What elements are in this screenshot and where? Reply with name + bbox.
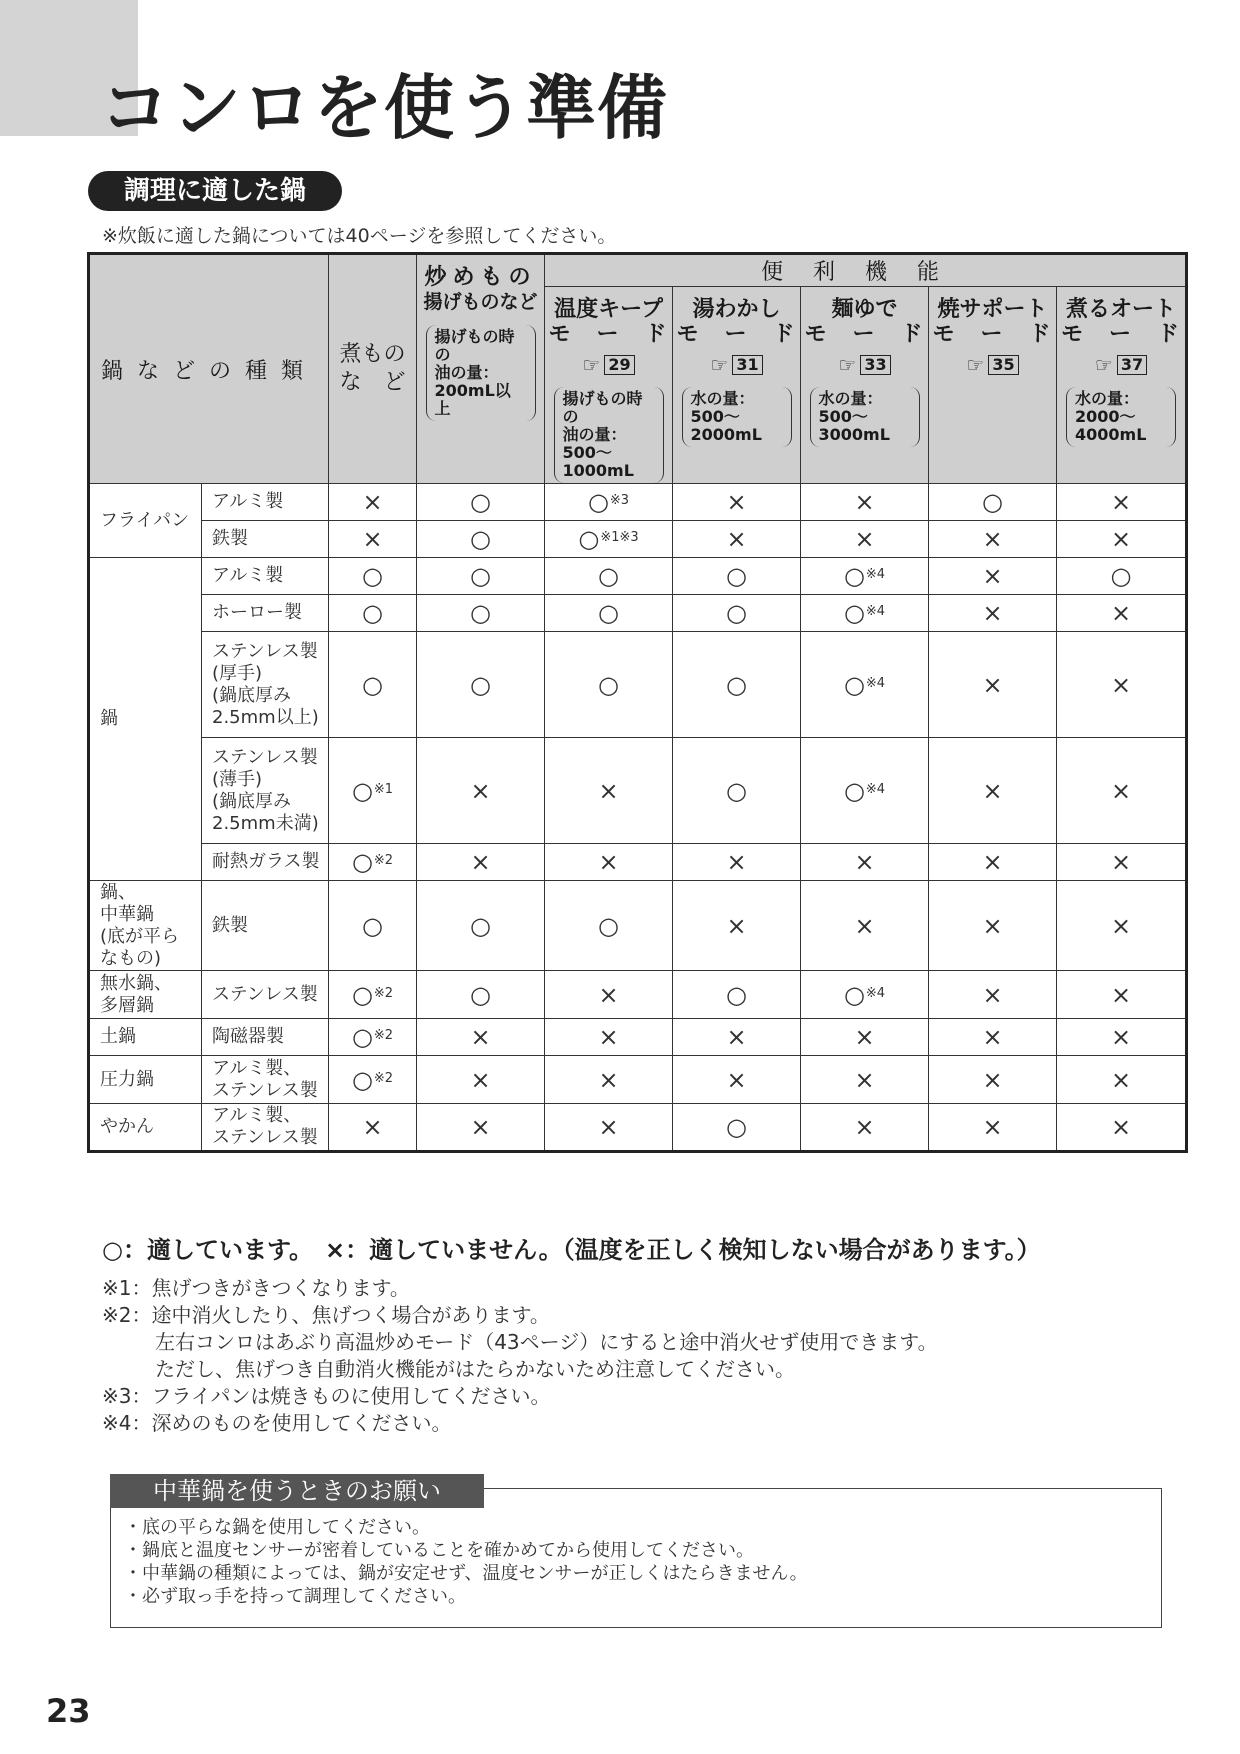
suitability-mark: ○ [362,670,383,699]
pot-compatibility-table [87,252,1185,1153]
suitability-mark: × [1110,911,1132,940]
pot-category: やかん [89,1104,202,1152]
suitability-cell [673,1019,801,1056]
suitability-cell [801,1056,929,1104]
suitability-cell [929,881,1057,971]
suitability-mark: × [470,1023,491,1051]
pot-category: 無水鍋、 多層鍋 [89,971,202,1019]
suitability-mark: × [1110,1065,1132,1094]
mode-title: 温度キープ [554,297,663,322]
suitability-cell [673,595,801,632]
pointing-hand-icon: ☞ [838,353,857,377]
suitability-cell [329,521,417,558]
header-benri: 便利機能 [545,254,1187,287]
table-row [89,1104,1187,1152]
suitability-mark: × [598,1065,619,1094]
suitability-mark: × [854,1113,875,1141]
suitability-mark: × [982,1065,1003,1094]
suitability-mark: × [982,911,1003,940]
suitability-cell [1057,738,1187,844]
suitability-cell [417,738,545,844]
suitability-cell [329,971,417,1019]
suitability-mark: × [982,1113,1003,1141]
mode-sub: モ ー ド [932,322,1053,347]
table-row [89,844,1187,881]
mode-ref[interactable] [673,353,800,377]
suitability-mark: ○ [843,776,865,805]
suitability-mark: ○ [470,911,491,940]
suitability-cell [329,1104,417,1152]
suitability-cell [929,595,1057,632]
suitability-cell [673,881,801,971]
suitability-mark: ○ [843,562,865,590]
mode-ref-page: 29 [604,355,634,375]
mode-ref[interactable] [929,353,1056,377]
suitability-cell [929,521,1057,558]
pot-material: ステンレス製 (薄手) (鍋底厚み 2.5mm未満) [202,738,329,844]
suitability-mark: × [726,848,747,876]
suitability-mark: ○ [470,488,491,516]
pointing-hand-icon: ☞ [1094,353,1113,377]
suitability-mark: ○ [351,1023,373,1051]
footnote-ref: ※4 [865,781,886,797]
mode-ref[interactable] [1057,353,1185,377]
suitability-cell [801,738,929,844]
request-items [124,1516,808,1608]
suitability-cell [1057,484,1187,521]
suitability-cell [1057,971,1187,1019]
suitability-cell [545,558,673,595]
suitability-cell [417,521,545,558]
suitability-cell [673,632,801,738]
pointing-hand-icon: ☞ [966,353,985,377]
suitability-mark: ○ [726,670,747,699]
suitability-cell [1057,1104,1187,1152]
suitability-mark: × [1110,1113,1132,1141]
footnote-ref: ※2 [373,1028,394,1043]
page-number: 23 [46,1692,91,1730]
suitability-cell [673,521,801,558]
mode-ref-page: 31 [732,355,762,375]
table-row [89,1056,1187,1104]
suitability-mark: × [1110,599,1132,627]
suitability-mark: ○ [843,670,865,699]
suitability-mark: × [982,980,1003,1009]
suitability-mark: × [470,1113,491,1141]
suitability-mark: ○ [726,599,747,627]
pointing-hand-icon: ☞ [582,353,601,377]
suitability-cell [545,521,673,558]
footnote-ref: ※2 [373,1070,394,1086]
suitability-cell [329,632,417,738]
table-row [89,738,1187,844]
suitability-cell [329,1056,417,1104]
mode-sub: モ ー ド [548,322,669,347]
suitability-mark: × [1110,848,1132,876]
header-nimono: 煮もの な ど [329,254,417,484]
suitability-mark: ○ [726,562,747,590]
suitability-mark: ○ [470,599,491,627]
suitability-mark: ○ [726,980,747,1009]
suitability-cell [417,632,545,738]
suitability-cell [1057,595,1187,632]
pot-material: 鉄製 [202,881,329,971]
footnote-2-line-2: 左右コンロはあぶり高温炒めモード（43ページ）にすると途中消火せず使用できます。 [155,1330,938,1354]
suitability-mark: ○ [843,599,865,627]
pot-category: フライパン [89,484,202,558]
mode-ref[interactable] [545,353,672,377]
footnote-ref: ※3 [609,493,630,508]
suitability-cell [417,558,545,595]
suitability-mark: × [598,1113,619,1141]
suitability-mark: ○ [726,1113,747,1141]
suitability-mark: × [1110,776,1132,805]
mode-title: 焼サポート [937,297,1048,322]
pot-material: ホーロー製 [202,595,329,632]
suitability-mark: ○ [470,525,491,553]
rice-note: ※炊飯に適した鍋については40ページを参照してください。 [102,225,617,247]
suitability-cell [801,971,929,1019]
legend: ○：適しています。 ×：適していません。（温度を正しく検知しない場合があります。） [102,1236,1041,1264]
suitability-cell [545,738,673,844]
suitability-mark: ○ [470,980,491,1009]
mode-ref[interactable] [801,353,928,377]
mode-ref-page: 35 [988,355,1018,375]
table-row [89,632,1187,738]
suitability-mark: ○ [598,562,619,590]
pot-material: ステンレス製 [202,971,329,1019]
footnote-ref: ※4 [865,985,886,1001]
pot-material: 陶磁器製 [202,1019,329,1056]
suitability-mark: × [470,848,491,876]
suitability-mark: × [982,776,1003,805]
suitability-cell [929,484,1057,521]
suitability-cell [1057,844,1187,881]
suitability-cell [801,558,929,595]
footnote-ref: ※1※3 [600,530,639,545]
suitability-cell [545,1019,673,1056]
suitability-mark: ○ [598,670,619,699]
suitability-cell [417,595,545,632]
header-mode-1 [673,287,801,484]
pot-material: アルミ製、 ステンレス製 [202,1104,329,1152]
table-row [89,881,1187,971]
mode-sub: モ ー ド [676,322,797,347]
mode-note: 揚げもの時の 油の量： 500～ 1000mL [554,387,664,483]
suitability-mark: × [854,525,875,553]
header-itamemono-title: 炒めもの [424,265,537,290]
pot-category: 鍋、 中華鍋 (底が平ら なもの) [89,881,202,971]
mode-title: 湯わかし [692,297,781,322]
header-pot-type: 鍋などの種類 [89,254,329,484]
table-row [89,484,1187,521]
suitability-cell [801,484,929,521]
suitability-cell [417,1019,545,1056]
suitability-cell [1057,632,1187,738]
suitability-cell [417,844,545,881]
suitability-mark: ○ [351,776,373,805]
suitability-cell [417,881,545,971]
request-item: ・中華鍋の種類によっては、鍋が安定せず、温度センサーが正しくはたらきません。 [124,1563,808,1584]
pot-category: 土鍋 [89,1019,202,1056]
pot-material: アルミ製、 ステンレス製 [202,1056,329,1104]
mode-ref-page: 33 [860,355,890,375]
footnote-ref: ※4 [865,567,886,582]
suitability-mark: × [362,488,383,516]
footnote-ref: ※4 [865,604,886,619]
suitability-cell [673,844,801,881]
suitability-cell [1057,521,1187,558]
suitability-cell [673,738,801,844]
suitability-mark: × [726,525,747,553]
pot-category: 圧力鍋 [89,1056,202,1104]
suitability-mark: × [854,488,875,516]
suitability-mark: ○ [1110,562,1132,590]
request-title: 中華鍋を使うときのお願い [110,1474,484,1508]
suitability-mark: × [1110,980,1132,1009]
header-itamemono-sub: 揚げものなど [423,291,538,313]
footnote-3: ※3：フライパンは焼きものに使用してください。 [102,1384,551,1408]
suitability-cell [929,844,1057,881]
suitability-mark: ○ [362,911,383,940]
suitability-cell [329,484,417,521]
table-row [89,1019,1187,1056]
suitability-cell [673,484,801,521]
suitability-mark: × [470,776,491,805]
suitability-mark: × [598,1023,619,1051]
suitability-mark: × [1110,488,1132,516]
suitability-mark: ○ [362,562,383,590]
mode-title: 麺ゆで [831,297,898,322]
pot-material: アルミ製 [202,484,329,521]
suitability-mark: × [598,848,619,876]
suitability-cell [545,484,673,521]
suitability-mark: ○ [470,562,491,590]
header-mode-2 [801,287,929,484]
suitability-cell [329,881,417,971]
suitability-mark: ○ [351,1065,373,1094]
suitability-cell [545,632,673,738]
suitability-mark: ○ [351,980,373,1009]
pot-material: アルミ製 [202,558,329,595]
suitability-mark: × [854,911,875,940]
section-title: 調理に適した鍋 [88,171,342,211]
suitability-cell [801,595,929,632]
suitability-cell [545,595,673,632]
suitability-cell [417,1056,545,1104]
footnote-ref: ※2 [373,985,394,1001]
suitability-cell [801,632,929,738]
suitability-cell [417,1104,545,1152]
footnote-ref: ※1 [373,781,394,797]
suitability-mark: × [362,525,383,553]
suitability-mark: ○ [843,980,865,1009]
mode-ref-page: 37 [1117,355,1147,375]
footnote-4: ※4：深めのものを使用してください。 [102,1411,452,1435]
pot-category: 鍋 [89,558,202,881]
suitability-mark: × [1110,525,1132,553]
footnote-ref: ※4 [865,675,886,691]
suitability-mark: × [854,1023,875,1051]
suitability-cell [929,1104,1057,1152]
mode-sub: モ ー ド [1061,322,1182,347]
suitability-cell [329,738,417,844]
suitability-cell [673,558,801,595]
suitability-cell [417,484,545,521]
footnote-2: ※2：途中消火したり、焦げつく場合があります。 [102,1303,550,1327]
suitability-cell [929,632,1057,738]
suitability-cell [1057,1056,1187,1104]
suitability-cell [545,844,673,881]
mode-note: 水の量： 500～ 2000mL [682,387,792,447]
header-itamemono [417,254,545,484]
suitability-cell [929,1056,1057,1104]
suitability-mark: × [726,488,747,516]
suitability-mark: × [598,776,619,805]
suitability-mark: × [982,670,1003,699]
suitability-mark: ○ [598,911,619,940]
header-mode-0 [545,287,673,484]
table-row [89,558,1187,595]
suitability-mark: ○ [587,488,609,516]
suitability-cell [801,1104,929,1152]
suitability-cell [1057,558,1187,595]
suitability-cell [545,1104,673,1152]
suitability-cell [417,971,545,1019]
mode-note: 水の量： 2000～ 4000mL [1066,387,1176,447]
table-row [89,595,1187,632]
suitability-mark: × [982,848,1003,876]
suitability-mark: × [1110,670,1132,699]
request-item: ・鍋底と温度センサーが密着していることを確かめてから使用してください。 [124,1540,754,1561]
suitability-mark: ○ [726,776,747,805]
suitability-cell [673,1056,801,1104]
suitability-mark: × [470,1065,491,1094]
suitability-mark: × [854,1065,875,1094]
suitability-cell [801,844,929,881]
suitability-cell [545,971,673,1019]
suitability-cell [673,1104,801,1152]
mode-sub: モ ー ド [804,322,925,347]
suitability-cell [801,1019,929,1056]
suitability-mark: ○ [351,848,373,876]
suitability-cell [1057,881,1187,971]
pot-material: 鉄製 [202,521,329,558]
suitability-cell [929,558,1057,595]
pot-material: ステンレス製 (厚手) (鍋底厚み 2.5mm以上) [202,632,329,738]
suitability-cell [929,971,1057,1019]
mode-note: 水の量： 500～ 3000mL [810,387,920,447]
mode-title: 煮るオート [1066,297,1177,322]
footnote-2-line-3: ただし、焦げつき自動消火機能がはたらかないため注意してください。 [155,1357,795,1381]
request-item: ・底の平らな鍋を使用してください。 [124,1517,430,1538]
suitability-mark: × [982,599,1003,627]
page-title: コンロを使う準備 [100,67,668,149]
suitability-cell [329,844,417,881]
suitability-cell [329,595,417,632]
suitability-mark: × [1110,1023,1132,1051]
suitability-cell [929,738,1057,844]
suitability-mark: × [982,525,1003,553]
suitability-cell [673,971,801,1019]
suitability-mark: ○ [578,525,600,553]
table-row [89,971,1187,1019]
suitability-mark: ○ [598,599,619,627]
suitability-mark: × [982,1023,1003,1051]
suitability-mark: × [726,1023,747,1051]
suitability-mark: × [362,1113,383,1141]
suitability-cell [801,521,929,558]
suitability-cell [1057,1019,1187,1056]
suitability-mark: ○ [982,488,1003,516]
suitability-cell [929,1019,1057,1056]
suitability-mark: × [982,562,1003,590]
header-itamemono-note: 揚げもの時の 油の量： 200mL以上 [426,325,536,421]
table-row [89,521,1187,558]
footnote-1: ※1：焦げつきがきつくなります。 [102,1276,410,1300]
suitability-mark: × [854,848,875,876]
header-mode-4 [1057,287,1187,484]
suitability-cell [545,1056,673,1104]
suitability-cell [801,881,929,971]
suitability-mark: × [726,1065,747,1094]
suitability-cell [545,881,673,971]
pointing-hand-icon: ☞ [710,353,729,377]
pot-material: 耐熱ガラス製 [202,844,329,881]
suitability-mark: ○ [362,599,383,627]
suitability-cell [329,1019,417,1056]
suitability-mark: ○ [470,670,491,699]
suitability-mark: × [598,980,619,1009]
request-item: ・必ず取っ手を持って調理してください。 [124,1586,466,1607]
suitability-cell [329,558,417,595]
footnote-ref: ※2 [373,853,394,868]
suitability-mark: × [726,911,747,940]
header-mode-3 [929,287,1057,484]
